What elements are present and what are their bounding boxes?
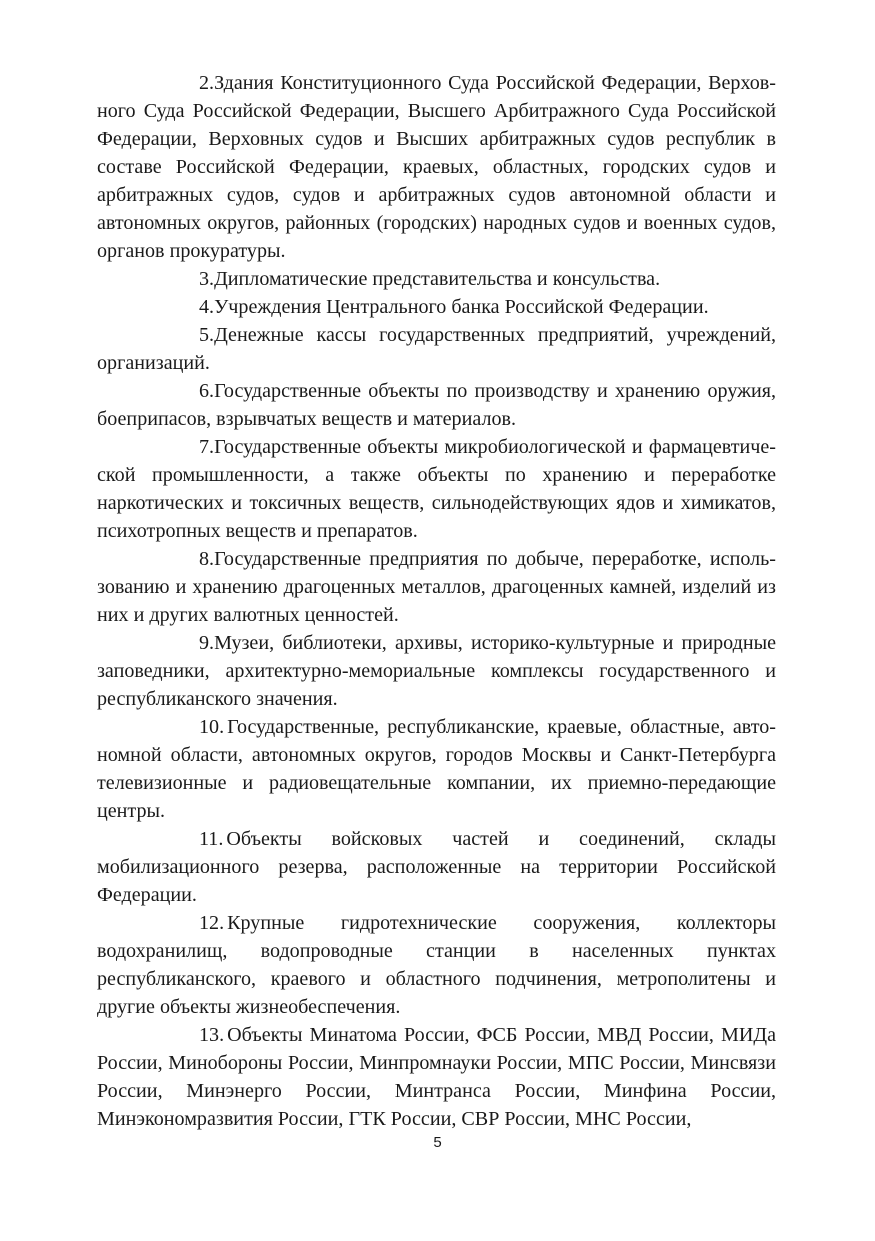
item-text: Государственные объекты по производству и хранению оружия, боеприпасов, взрывчатых веществ и материалов. (97, 380, 776, 430)
item-text: Объекты войсковых частей и соединений, склады мобилизационного резерва, расположенные на территории Российской Федерации. (97, 828, 776, 906)
list-item (97, 433, 776, 545)
item-text: Музеи, библиотеки, архивы, историко-культурные и природные заповедники, архитектурно-мемориальные комплексы государственного и республиканского значения. (97, 632, 776, 710)
list-item (97, 713, 776, 825)
item-text: Объекты Минатома России, ФСБ России, МВД России, МИДа России, Минобороны России, Минпромнауки России, МПС России, Минсвязи России, Минэнерго России, Минтранса России, Минфина России, Минэкономразвития России, ГТК России, СВР России, МНС России, (97, 1024, 776, 1130)
item-text: Государственные, республиканские, краевые, областные, автономной области, автономных округов, городов Москвы и Санкт-Петербурга телевизионные и радиовещательные компании, их приемно-передающие центры. (97, 716, 776, 822)
list-item (97, 321, 776, 377)
page-number: 5 (433, 1134, 442, 1151)
list-item (97, 377, 776, 433)
item-text: Государственные объекты микробиологической и фармацевтической промышленности, а также объекты по хранению и переработке наркотических и токсичных веществ, сильнодействующих ядов и химикатов, психотропных веществ и препаратов. (97, 436, 776, 542)
document-page (97, 69, 776, 1133)
item-text: Здания Конституционного Суда Российской Федерации, Верховного Суда Российской Федерации, Высшего Арбитражного Суда Российской Федерации, Верховных судов и Высших арбитражных судов республик в составе Российской Федерации, краевых, областных, городских судов и арбитражных судов, судов и арбитражных судов автономной области и автономных округов, районных (городских) народных судов и военных судов, органов прокуратуры. (97, 72, 776, 262)
item-number: 11. (199, 828, 224, 850)
item-number: 4. (199, 296, 215, 318)
list-item (97, 909, 776, 1021)
list-item (97, 629, 776, 713)
list-item (97, 293, 776, 321)
item-number: 5. (199, 324, 215, 346)
item-number: 8. (199, 548, 215, 570)
list-item (97, 825, 776, 909)
item-text: Крупные гидротехнические сооружения, коллекторы водохранилищ, водопроводные станции в населенных пунктах республиканского, краевого и областного подчинения, метрополитены и другие объекты жизнеобеспечения. (97, 912, 776, 1018)
list-item (97, 69, 776, 265)
item-number: 12. (199, 912, 225, 934)
item-text: Учреждения Центрального банка Российской Федерации. (214, 296, 709, 318)
item-text: Дипломатические представительства и консульства. (214, 268, 661, 290)
item-number: 6. (199, 380, 215, 402)
item-number: 3. (199, 268, 215, 290)
item-number: 10. (199, 716, 225, 738)
item-number: 7. (199, 436, 215, 458)
item-text: Государственные предприятия по добыче, переработке, использованию и хранению драгоценных металлов, драгоценных камней, изделий из них и других валютных ценностей. (97, 548, 776, 626)
item-number: 2. (199, 72, 215, 94)
item-text: Денежные кассы государственных предприятий, учреждений, организаций. (97, 324, 776, 374)
item-number: 9. (199, 632, 215, 654)
list-item (97, 265, 776, 293)
item-number: 13. (199, 1024, 225, 1046)
list-item (97, 545, 776, 629)
list-item (97, 1021, 776, 1133)
